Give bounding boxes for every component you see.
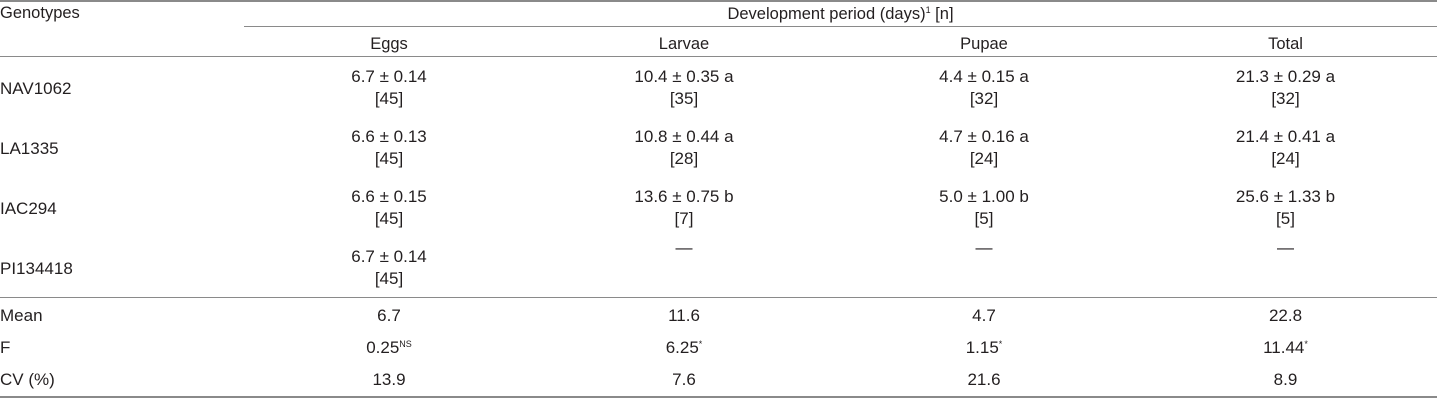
cell-dash: — (1277, 238, 1294, 257)
cell-value: 6.6 ± 0.15 (351, 187, 427, 206)
cell-value: 6.6 ± 0.13 (351, 127, 427, 146)
stat-number: 6.7 (377, 306, 401, 325)
stat-label-cv: CV (%) (0, 370, 55, 389)
stat-number: 21.6 (967, 370, 1001, 389)
stat-value (1134, 306, 1437, 326)
cell-n: [24] (1271, 149, 1300, 168)
stub-header: Genotypes (0, 4, 80, 22)
cell-value: 4.4 ± 0.15 a (939, 67, 1029, 86)
stat-value (834, 338, 1134, 358)
cell-value: 10.8 ± 0.44 a (634, 127, 734, 146)
row-genotype: NAV1062 (0, 79, 72, 98)
cell-n: [32] (1271, 89, 1300, 108)
column-header-eggs: Eggs (370, 35, 408, 53)
spanner-rule (244, 26, 1437, 27)
stat-number: 0.25 (366, 338, 400, 357)
stat-number: 11.44 (1263, 338, 1305, 357)
cell-value: 13.6 ± 0.75 b (634, 187, 734, 206)
column-header-larvae: Larvae (658, 35, 710, 53)
stat-value (534, 370, 834, 390)
stat-value (244, 306, 534, 326)
cell-n: [28] (669, 149, 699, 168)
header-rule (0, 56, 1437, 57)
cell-n: [7] (674, 209, 694, 228)
row-genotype: LA1335 (0, 139, 59, 158)
stat-sup: * (1304, 339, 1308, 349)
stat-number: 22.8 (1268, 306, 1303, 325)
stat-value (1134, 338, 1437, 358)
cell-dash: — (675, 238, 693, 257)
cell-value: 6.7 ± 0.14 (351, 247, 427, 266)
cell-value: 6.7 ± 0.14 (351, 67, 427, 86)
cell-n: [5] (1276, 209, 1295, 228)
cell-value: 21.3 ± 0.29 a (1235, 67, 1336, 86)
top-rule (0, 0, 1437, 2)
stat-value (244, 338, 534, 358)
column-header-pupae: Pupae (960, 35, 1008, 53)
cell-value: 21.4 ± 0.41 a (1235, 127, 1336, 146)
spanner-footnote-mark: 1 (925, 5, 931, 15)
stat-value (534, 338, 834, 358)
spanner-label: Development period (days) (727, 5, 926, 23)
cell-dash: — (975, 238, 993, 257)
stat-value (834, 370, 1134, 390)
stat-number: 6.25 (665, 338, 699, 357)
spanner-header (244, 4, 1437, 24)
cell-value: 25.6 ± 1.33 b (1235, 187, 1336, 206)
stat-value (534, 306, 834, 326)
cell-n: [45] (374, 149, 404, 168)
stat-number: 1.15 (965, 338, 999, 357)
cell-n: [35] (669, 89, 699, 108)
cell-n: [32] (969, 89, 999, 108)
stat-value (834, 306, 1134, 326)
cell-value: 4.7 ± 0.16 a (939, 127, 1029, 146)
stat-number: 7.6 (672, 370, 696, 389)
spanner-suffix: [n] (930, 5, 954, 23)
cell-value: 10.4 ± 0.35 a (634, 67, 734, 86)
stat-number: 11.6 (668, 306, 700, 325)
stat-value (1134, 370, 1437, 390)
stat-label-f: F (0, 338, 11, 357)
cell-n: [5] (974, 209, 994, 228)
cell-n: [45] (374, 89, 404, 108)
stat-sup: * (998, 339, 1003, 349)
stat-number: 13.9 (372, 370, 406, 389)
stat-sup: NS (399, 339, 412, 349)
stat-value (244, 370, 534, 390)
cell-n: [45] (374, 269, 404, 288)
stat-label-mean: Mean (0, 306, 43, 325)
stat-number: 4.7 (972, 306, 996, 325)
row-genotype: IAC294 (0, 199, 57, 218)
cell-n: [24] (969, 149, 999, 168)
stat-sup: * (698, 339, 703, 349)
column-header-total: Total (1268, 35, 1303, 53)
body-stats-rule (0, 297, 1437, 298)
stat-number: 8.9 (1273, 370, 1298, 389)
row-genotype: PI134418 (0, 259, 73, 278)
cell-n: [45] (374, 209, 404, 228)
cell-value: 5.0 ± 1.00 b (939, 187, 1029, 206)
